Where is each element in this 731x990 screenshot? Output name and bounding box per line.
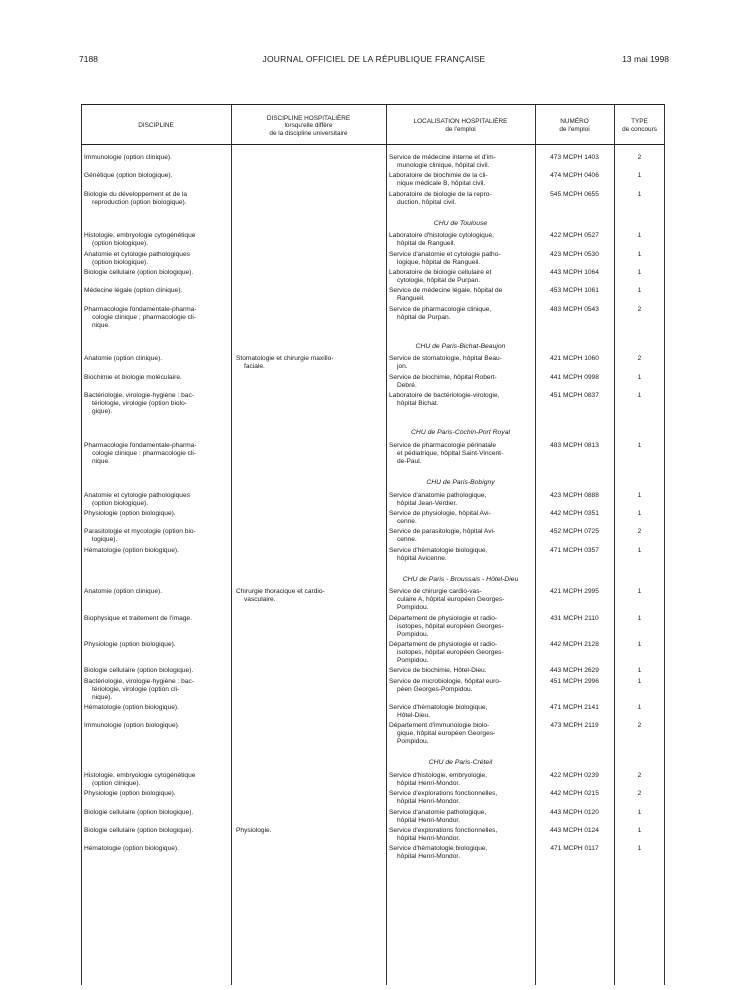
discipline-cell-line: Parasitologie et mycologie (option bio- [84, 528, 196, 536]
location-cell [389, 392, 531, 408]
location-cell [389, 191, 531, 207]
location-cell-line: hôpital Jean-Verdier. [397, 499, 458, 507]
location-cell-line: hôpital Henri-Mondor. [397, 816, 461, 824]
discipline-cell-line: tériologie, virologie (option cli- [92, 685, 180, 693]
competition-type-cell: 1 [637, 392, 642, 399]
location-cell [389, 845, 531, 861]
location-cell-line: hôpital Henri-Mondor. [397, 779, 461, 787]
column-header-text: lorsqu'elle diffère [284, 122, 333, 130]
competition-type-cell: 1 [637, 677, 642, 685]
page-number: 7188 [79, 54, 98, 64]
discipline-cell-line: Immunologie (option biologique). [84, 722, 180, 730]
location-cell [389, 809, 531, 825]
journal-title: JOURNAL OFFICIEL DE LA RÉPUBLIQUE FRANÇAISE [262, 54, 486, 64]
discipline-cell [84, 641, 226, 649]
discipline-cell-line: Anatomie et cytologie pathologiques [84, 491, 190, 499]
location-cell-line: péen Georges-Pompidou. [397, 685, 473, 693]
location-cell [389, 492, 531, 508]
job-number-cell: 441 MCPH 0998 [550, 373, 599, 381]
competition-type-cell: 2 [637, 154, 642, 161]
hospital-discipline-cell [236, 827, 379, 835]
discipline-cell [84, 678, 226, 702]
job-number-cell: 453 MCPH 1061 [550, 287, 599, 295]
location-cell-line: Rangueil. [397, 295, 425, 303]
location-cell-line: Service de chirurgie cardio-vas- [389, 588, 482, 596]
location-cell-line: Debré. [397, 381, 417, 389]
discipline-cell [84, 306, 226, 330]
discipline-cell-line: nique. [92, 457, 110, 465]
location-cell [389, 615, 531, 639]
job-number-cell: 471 MCPH 2141 [550, 703, 599, 711]
location-cell [389, 442, 531, 466]
discipline-cell-line: Physiologie (option biologique). [84, 509, 176, 517]
competition-type-cell: 2 [637, 355, 642, 363]
hospital-discipline-cell-line: vasculaire. [244, 596, 276, 604]
column-header-text: LOCALISATION HOSPITALIÈRE [413, 118, 508, 126]
location-cell [389, 678, 531, 694]
location-cell [389, 251, 531, 267]
location-cell-line: Service d'anatomie pathologique, [389, 808, 487, 816]
discipline-cell [84, 790, 226, 798]
location-cell-line: Pompidou. [397, 630, 429, 638]
hospital-discipline-cell-line: Chirurgie thoracique et cardio- [236, 588, 325, 596]
location-cell-line: hôpital Avicenne. [397, 554, 447, 562]
location-cell [389, 172, 531, 188]
discipline-cell [84, 191, 226, 207]
discipline-cell-line: Biologie cellulaire (option biologique). [84, 667, 194, 675]
discipline-cell [84, 287, 226, 295]
section-heading: CHU de Toulouse [433, 219, 488, 227]
competition-type-cell: 1 [637, 808, 642, 816]
location-cell-line: cenne. [397, 517, 417, 525]
location-cell-line: Laboratoire de biologie cellulaire et [389, 269, 492, 276]
discipline-cell-line: reproduction (option biologique). [92, 198, 187, 206]
location-cell [389, 772, 531, 788]
job-number-cell: 422 MCPH 0239 [550, 771, 599, 779]
discipline-cell-line: Biophysique et traitement de l'image. [84, 614, 192, 622]
column-header-text: de la discipline universitaire [269, 129, 348, 137]
competition-type-cell: 2 [637, 771, 642, 779]
publication-date: 13 mai 1998 [622, 54, 669, 64]
location-cell-line: Service de médecine interne et d'im- [389, 154, 496, 161]
competition-type-cell: 1 [637, 509, 642, 517]
location-cell-line: Service d'hématologie biologique, [389, 546, 488, 554]
discipline-cell-line: Bactériologie, virologie-hygiène : bac- [84, 392, 194, 399]
location-cell-line: Service de pharmacologie clinique, [389, 305, 492, 313]
column-header-text: de l'emploi [445, 126, 476, 133]
discipline-cell-line: Médecine légale (option clinique). [84, 287, 183, 295]
discipline-cell [84, 251, 226, 267]
discipline-cell [84, 172, 226, 180]
discipline-cell-line: Biochimie et biologie moléculaire. [84, 373, 182, 381]
location-cell-line: logique, hôpital de Rangueil. [397, 258, 481, 266]
job-number-cell: 443 MCPH 0120 [550, 808, 599, 816]
location-cell [389, 287, 531, 303]
discipline-cell-line: Immunologie (option clinique). [84, 154, 172, 161]
location-cell-line: Laboratoire d'histologie cytologique, [389, 232, 494, 240]
discipline-cell [84, 232, 226, 248]
location-cell-line: Service d'explorations fonctionnelles, [389, 826, 498, 834]
job-number-cell: 442 MCPH 2128 [550, 640, 599, 648]
discipline-cell [84, 154, 226, 162]
location-cell-line: de-Paul. [397, 457, 422, 465]
location-cell-line: munologie clinique, hôpital civil. [397, 162, 490, 169]
location-cell-line: isotopes, hôpital européen Georges- [397, 622, 504, 630]
discipline-cell [84, 510, 226, 518]
job-number-cell: 423 MCPH 0530 [550, 250, 599, 258]
location-cell-line: Service d'anatomie et cytologie patho- [389, 250, 501, 258]
discipline-cell [84, 269, 226, 277]
discipline-cell [84, 827, 226, 835]
competition-type-cell: 1 [637, 588, 642, 596]
location-cell-line: Service de stomatologie, hôpital Beau- [389, 355, 502, 363]
appointments-table [81, 104, 665, 985]
discipline-cell [84, 615, 226, 623]
location-cell-line: hôpital de Purpan. [397, 313, 451, 321]
competition-type-cell: 2 [637, 528, 642, 536]
competition-type-cell: 1 [637, 441, 642, 449]
location-cell-line: Pompidou. [397, 604, 429, 612]
job-number-cell: 471 MCPH 0357 [550, 546, 599, 554]
discipline-cell-line: Biologie du développement et de la [84, 190, 188, 198]
discipline-cell-line: Physiologie (option biologique). [84, 790, 176, 798]
section-heading: CHU de Paris-Bichat-Beaujon [415, 342, 506, 350]
competition-type-cell: 1 [637, 614, 642, 622]
column-divider [386, 105, 387, 985]
job-number-cell: 545 MCPH 0655 [550, 190, 599, 198]
location-cell [389, 790, 531, 806]
job-number-cell: 452 MCPH 0725 [550, 528, 599, 536]
discipline-cell-line: logique). [92, 536, 118, 544]
location-cell-line: Département de physiologie et radio- [389, 614, 498, 622]
discipline-cell-line: Génétique (option biologique). [84, 172, 173, 180]
competition-type-cell: 1 [637, 546, 642, 554]
discipline-cell [84, 355, 226, 363]
discipline-cell-line: Biologie cellulaire (option biologique). [84, 269, 194, 276]
discipline-cell-line: Hématologie (option biologique). [84, 845, 179, 853]
job-number-cell: 451 MCPH 2996 [550, 677, 599, 685]
location-cell-line: duction, hôpital civil. [397, 198, 457, 206]
discipline-cell-line: gique). [92, 408, 113, 415]
location-cell [389, 547, 531, 563]
discipline-cell-line: Biologie cellulaire (option biologique). [84, 826, 194, 834]
competition-type-cell: 1 [637, 232, 642, 240]
competition-type-cell: 1 [637, 703, 642, 711]
column-header-text: DISCIPLINE [138, 122, 174, 130]
location-cell-line: Service de pharmacologie périnatale [389, 441, 497, 449]
competition-type-cell: 1 [637, 172, 642, 180]
competition-type-cell: 1 [637, 491, 642, 499]
discipline-cell-line: Hématologie (option biologique). [84, 546, 179, 554]
location-cell-line: hôpital de Rangueil. [397, 240, 456, 248]
location-cell-line: isotopes, hôpital européen Georges- [397, 648, 504, 656]
job-number-cell: 451 MCPH 0837 [550, 392, 599, 399]
discipline-cell-line: cologie clinique ; pharmacologie cli- [92, 313, 197, 321]
discipline-cell [84, 722, 226, 730]
discipline-cell-line: Biologie cellulaire (option biologique). [84, 808, 194, 816]
job-number-cell: 443 MCPH 1064 [550, 269, 599, 276]
column-divider [231, 105, 232, 985]
location-cell [389, 374, 531, 390]
column-header-text: de l'emploi [559, 126, 590, 133]
discipline-cell [84, 374, 226, 382]
column-header-location [386, 110, 535, 142]
location-cell [389, 232, 531, 248]
discipline-cell-line: Physiologie (option biologique). [84, 640, 176, 648]
job-number-cell: 483 MCPH 0543 [550, 305, 599, 313]
column-header-type [614, 110, 665, 142]
column-header-text: TYPE [631, 118, 648, 126]
competition-type-cell: 1 [637, 190, 642, 198]
location-cell-line: hôpital Henri-Mondor. [397, 853, 461, 861]
job-number-cell: 471 MCPH 0117 [550, 845, 599, 853]
location-cell [389, 667, 531, 675]
location-cell-line: Laboratoire de bactériologie-virologie, [389, 392, 500, 399]
job-number-cell: 442 MCPH 0215 [550, 790, 599, 798]
competition-type-cell: 1 [637, 269, 642, 276]
discipline-cell [84, 547, 226, 555]
competition-type-cell: 2 [637, 790, 642, 798]
competition-type-cell: 2 [637, 722, 642, 730]
discipline-cell-line: Histologie, embryologie cytogénétique [84, 771, 196, 779]
location-cell [389, 588, 531, 612]
location-cell [389, 722, 531, 746]
location-cell-line: nique médicale B, hôpital civil. [397, 180, 486, 188]
location-cell [389, 355, 531, 371]
location-cell-line: Département de physiologie et radio- [389, 640, 498, 648]
competition-type-cell: 1 [637, 250, 642, 258]
location-cell-line: Service d'hématologie biologique, [389, 845, 488, 853]
discipline-cell-line: (option biologique). [92, 258, 149, 266]
location-cell-line: Laboratoire de biologie de la repro- [389, 190, 492, 198]
discipline-cell-line: (option biologique). [92, 499, 149, 507]
competition-type-cell: 1 [637, 667, 642, 675]
location-cell-line: Hôtel-Dieu. [397, 711, 430, 719]
location-cell [389, 704, 531, 720]
discipline-cell-line: (option biologique). [92, 240, 149, 248]
location-cell-line: hôpital Bichat. [397, 400, 439, 407]
location-cell [389, 827, 531, 843]
job-number-cell: 442 MCPH 0351 [550, 509, 599, 517]
location-cell [389, 510, 531, 526]
column-header-text: DISCIPLINE HOSPITALIÈRE [266, 114, 351, 122]
discipline-cell-line: Anatomie et cytologie pathologiques [84, 250, 190, 258]
discipline-cell-line: Bactériologie, virologie-hygiène : bac- [84, 677, 194, 685]
location-cell-line: Pompidou. [397, 656, 429, 664]
location-cell-line: hôpital Henri-Mondor. [397, 834, 461, 842]
discipline-cell [84, 492, 226, 508]
column-header-hospital-discipline [231, 110, 386, 142]
discipline-cell-line: Hématologie (option biologique). [84, 703, 179, 711]
discipline-cell [84, 392, 226, 416]
job-number-cell: 443 MCPH 0124 [550, 826, 599, 834]
competition-type-cell: 2 [637, 305, 642, 313]
location-cell [389, 269, 531, 285]
hospital-discipline-cell [236, 588, 379, 604]
discipline-cell [84, 528, 226, 544]
section-heading: CHU de Paris - Broussais - Hôtel-Dieu [402, 575, 519, 583]
location-cell-line: Service d'hématologie biologique, [389, 703, 488, 711]
discipline-cell-line: Pharmacologie fondamentale-pharma- [84, 441, 197, 449]
header-separator [81, 144, 665, 145]
job-number-cell: 473 MCPH 2119 [550, 722, 599, 730]
location-cell-line: cytologie, hôpital de Purpan. [397, 277, 481, 284]
column-header-text: de concours [622, 126, 657, 133]
hospital-discipline-cell-line: Stomatologie et chirurgie maxillo- [236, 355, 334, 363]
location-cell-line: Service de biochimie, hôpital Robert- [389, 373, 497, 381]
discipline-cell [84, 704, 226, 712]
location-cell-line: Pompidou. [397, 738, 429, 746]
discipline-cell-line: nique). [92, 693, 113, 701]
table-border-left [81, 105, 82, 985]
discipline-cell-line: Anatomie (option clinique). [84, 355, 163, 363]
section-heading: CHU de Paris-Cochin-Port Royal [411, 429, 510, 437]
job-number-cell: 483 MCPH 0813 [550, 441, 599, 449]
discipline-cell [84, 588, 226, 596]
discipline-cell-line: Anatomie (option clinique). [84, 588, 163, 596]
hospital-discipline-cell-line: Physiologie. [236, 826, 272, 834]
job-number-cell: 474 MCPH 0406 [550, 172, 599, 180]
discipline-cell [84, 667, 226, 675]
location-cell-line: Service d'histologie, embryologie, [389, 771, 488, 779]
page-header [79, 54, 669, 68]
job-number-cell: 421 MCPH 2995 [550, 588, 599, 596]
discipline-cell-line: cologie clinique : pharmacologie cli- [92, 449, 197, 457]
location-cell-line: hôpital Henri-Mondor. [397, 798, 461, 806]
location-cell [389, 306, 531, 322]
location-cell-line: cenne. [397, 536, 417, 544]
column-header-number [535, 110, 614, 142]
discipline-cell-line: Pharmacologie fondamentale-pharma- [84, 305, 197, 313]
location-cell-line: Service de microbiologie, hôpital euro- [389, 677, 502, 685]
location-cell-line: Service de biochimie, Hôtel-Dieu. [389, 667, 487, 675]
section-heading: CHU de Paris-Bobigny [426, 479, 495, 487]
location-cell-line: et pédiatrique, hôpital Saint-Vincent- [397, 449, 504, 457]
discipline-cell-line: Histologie, embryologie cytogénétique [84, 232, 196, 240]
discipline-cell [84, 845, 226, 853]
location-cell-line: Service d'explorations fonctionnelles, [389, 790, 498, 798]
location-cell-line: Service de physiologie, hôpital Avi- [389, 509, 491, 517]
discipline-cell [84, 809, 226, 817]
discipline-cell [84, 772, 226, 788]
location-cell [389, 154, 531, 170]
discipline-cell-line: tériologie, virologie (option biolo- [92, 400, 187, 407]
job-number-cell: 443 MCPH 2629 [550, 667, 599, 675]
column-header-text: NUMÉRO [560, 118, 589, 126]
hospital-discipline-cell-line: faciale. [244, 363, 265, 371]
competition-type-cell: 1 [637, 640, 642, 648]
location-cell-line: gique, hôpital européen Georges- [397, 730, 496, 738]
location-cell-line: jon. [397, 363, 408, 371]
competition-type-cell: 1 [637, 845, 642, 853]
location-cell-line: Service d'anatomie pathologique, [389, 491, 487, 499]
job-number-cell: 422 MCPH 0527 [550, 232, 599, 240]
job-number-cell: 431 MCPH 2110 [550, 614, 599, 622]
competition-type-cell: 1 [637, 373, 642, 381]
location-cell-line: Service de médecine légale, hôpital de [389, 287, 503, 295]
hospital-discipline-cell [236, 355, 379, 371]
section-heading: CHU de Paris-Créteil [428, 759, 493, 767]
location-cell [389, 641, 531, 665]
location-cell-line: Département d'immunologie biolo- [389, 722, 490, 730]
job-number-cell: 421 MCPH 1060 [550, 355, 599, 363]
location-cell-line: culaire A, hôpital européen Georges- [397, 596, 505, 604]
competition-type-cell: 1 [637, 826, 642, 834]
job-number-cell: 423 MCPH 0888 [550, 491, 599, 499]
location-cell-line: Service de parasitologie, hôpital Avi- [389, 528, 496, 536]
location-cell [389, 528, 531, 544]
column-header-discipline [81, 110, 231, 142]
discipline-cell-line: nique. [92, 321, 110, 329]
location-cell-line: Laboratoire de biochimie de la cli- [389, 172, 488, 180]
discipline-cell [84, 442, 226, 466]
competition-type-cell: 1 [637, 287, 642, 295]
discipline-cell-line: (option clinique). [92, 779, 141, 787]
job-number-cell: 473 MCPH 1403 [550, 154, 599, 161]
